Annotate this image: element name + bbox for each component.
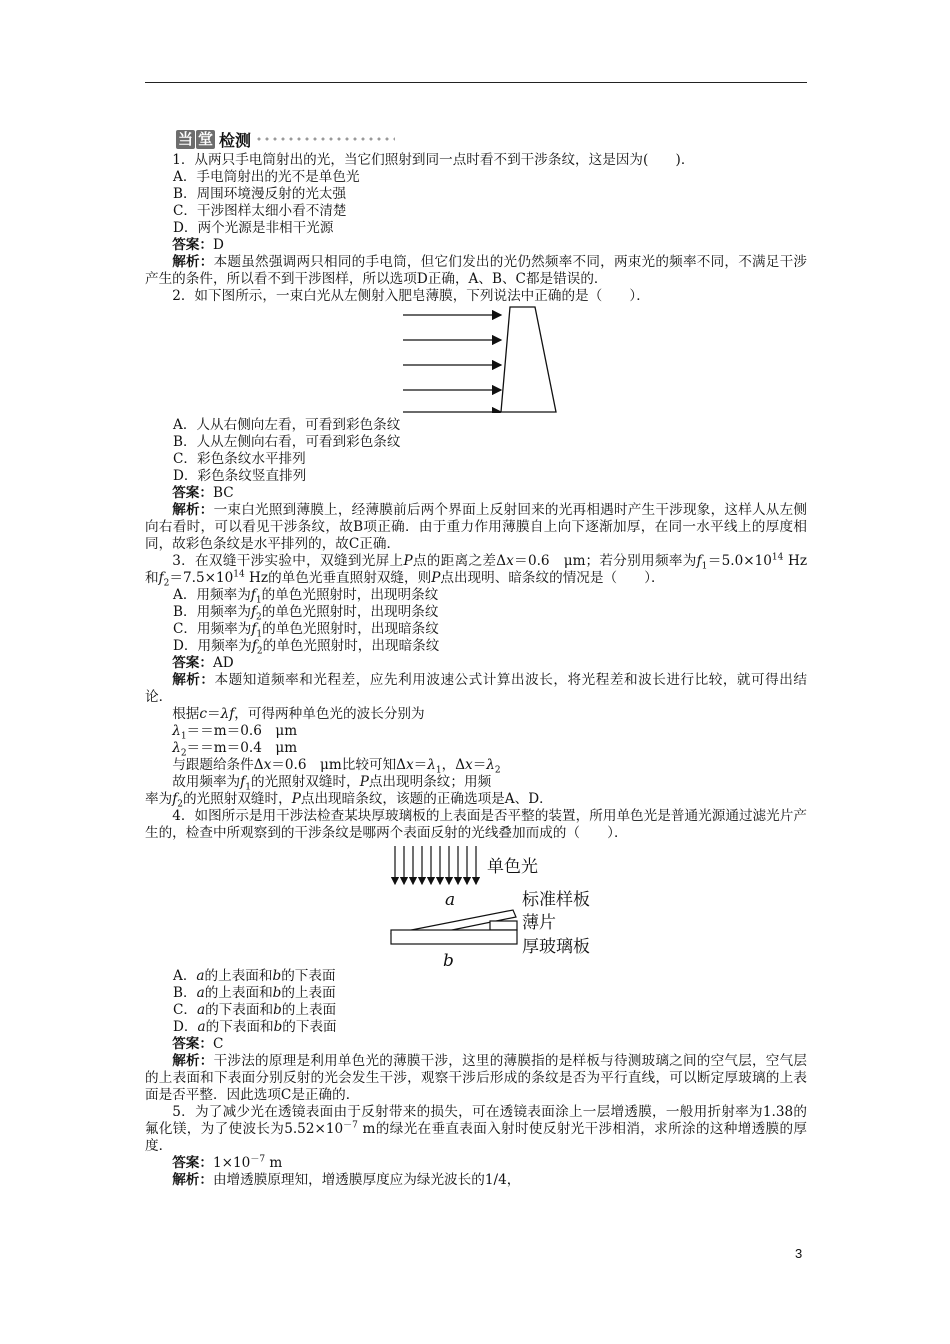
header-rule bbox=[145, 82, 807, 83]
q4-option-c: C．a的下表面和b的上表面 bbox=[173, 1002, 337, 1018]
q3-conclusion-2: 率为$f_2$的光照射双缝时，P点出现暗条纹，该题的正确选项是A、D． bbox=[145, 791, 553, 810]
q2-analysis: 解析：一束白光照到薄膜上，经薄膜前后两个界面上反射回来的光再相遇时产生干涉现象，这样人从左侧向右看时，可以看见干涉条纹，故B项正确．由于重力作用薄膜自上向下逐渐加厚，在同一水平线上的厚度相同，故彩色条纹是水平排列的，故C正确． bbox=[145, 502, 808, 552]
q1-answer: 答案：D bbox=[172, 237, 224, 253]
q3-option-a: A．用频率为$f_1$的单色光照射时，出现明条纹 bbox=[173, 587, 439, 606]
thin-sheet bbox=[490, 921, 517, 930]
q1-option-b: B．周围环境漫反射的光太强 bbox=[173, 186, 347, 202]
q3-lambda1: $\lambda_1==m=0.6$ μm bbox=[172, 723, 298, 742]
section-title: 检测 bbox=[219, 130, 252, 150]
light-rays bbox=[403, 315, 501, 413]
q3-lambda2: $\lambda_2==m=0.4$ μm bbox=[172, 740, 298, 759]
q2-stem: 2．如下图所示，一束白光从左侧射入肥皂薄膜，下列说法中正确的是（ ）． bbox=[172, 288, 650, 304]
q5-answer: 答案：$1\times 10^{-7}$ m bbox=[172, 1154, 283, 1171]
page-content bbox=[145, 152, 807, 1189]
label-standard-plate: 标准样板 bbox=[522, 890, 590, 910]
q3-conclusion-1: 故用频率为$f_1$的光照射双缝时，P点出现明条纹；用频 bbox=[172, 774, 492, 793]
light-arrows bbox=[395, 846, 476, 884]
q3-formula-line: 根据c＝λf，可得两种单色光的波长分别为 bbox=[172, 706, 425, 722]
q3-option-c: C．用频率为$f_1$的单色光照射时，出现暗条纹 bbox=[173, 621, 439, 640]
label-monochromatic-light: 单色光 bbox=[487, 857, 538, 877]
q1-option-a: A．手电筒射出的光不是单色光 bbox=[173, 169, 360, 185]
q2-option-b: B．人从左侧向右看，可看到彩色条纹 bbox=[173, 434, 401, 450]
soap-film bbox=[501, 307, 556, 412]
q3-option-b: B．用频率为$f_2$的单色光照射时，出现明条纹 bbox=[173, 604, 439, 623]
q1-option-c: C．干涉图样太细小看不清楚 bbox=[173, 203, 347, 219]
interference-check-figure bbox=[145, 842, 807, 968]
soap-film-figure bbox=[145, 305, 807, 413]
q4-stem: 4．如图所示是用干涉法检查某块厚玻璃板的上表面是否平整的装置，所用单色光是普通光源通过滤光片产生的，检查中所观察到的干涉条纹是哪两个表面反射的光线叠加而成的（ ）． bbox=[145, 808, 807, 841]
q4-option-a: A．a的上表面和b的下表面 bbox=[173, 968, 336, 984]
q3-answer: 答案：AD bbox=[172, 655, 234, 671]
thick-glass bbox=[391, 930, 517, 944]
q1-analysis: 解析：本题虽然强调两只相同的手电筒，但它们发出的光仍然频率不同，两束光的频率不同，不满足干涉产生的条件，所以看不到干涉图样，所以选项D正确，A、B、C都是错误的． bbox=[145, 254, 808, 287]
label-a: a bbox=[445, 890, 456, 910]
label-thick-glass: 厚玻璃板 bbox=[522, 937, 590, 957]
page-number: 3 bbox=[795, 1246, 803, 1261]
q3-option-d: D．用频率为$f_2$的单色光照射时，出现暗条纹 bbox=[173, 638, 440, 657]
q3-analysis: 解析：本题知道频率和光程差，应先利用波速公式计算出波长，将光程差和波长进行比较，就可得出结论． bbox=[145, 672, 808, 705]
label-b: b bbox=[443, 951, 454, 968]
q4-option-d: D．a的下表面和b的下表面 bbox=[173, 1019, 337, 1035]
label-thin-sheet: 薄片 bbox=[522, 913, 556, 933]
q2-answer: 答案：BC bbox=[172, 485, 234, 501]
q5-stem: 5．为了减少光在透镜表面由于反射带来的损失，可在透镜表面涂上一层增透膜，一般用折射率为1.38的氟化镁，为了使波长为$5.52\times 10^{-7}$ m的绿光在垂直表面入射时使反射光干涉相消，求所涂的这种增透膜的厚度． bbox=[145, 1104, 807, 1154]
q2-option-c: C．彩色条纹水平排列 bbox=[173, 451, 306, 467]
q3-stem: 3．在双缝干涉实验中，双缝到光屏上P点的距离之差Δx＝0.6 μm；若分别用频率为$f_1=5.0\times 10^{14}$ Hz和$f_2=7.5\times 10^{14}$ Hz的单色光垂直照射双缝，则P点出现明、暗条纹的情况是（ ）． bbox=[145, 552, 807, 589]
q1-option-d: D．两个光源是非相干光源 bbox=[173, 220, 334, 236]
section-dots bbox=[255, 136, 395, 142]
q4-answer: 答案：C bbox=[172, 1036, 224, 1052]
q3-compare: 与跟题给条件Δx＝0.6 μm比较可知$\Delta x=\lambda_1$，$\Delta x=\lambda_2$ bbox=[172, 757, 501, 776]
q2-option-d: D．彩色条纹竖直排列 bbox=[173, 468, 307, 484]
q2-option-a: A．人从右侧向左看，可看到彩色条纹 bbox=[173, 417, 401, 433]
q5-analysis: 解析：由增透膜原理知，增透膜厚度应为绿光波长的1/4， bbox=[172, 1172, 521, 1188]
section-header bbox=[176, 128, 395, 150]
q4-analysis: 解析：干涉法的原理是利用单色光的薄膜干涉，这里的薄膜指的是样板与待测玻璃之间的空气层，空气层的上表面和下表面分别反射的光会发生干涉，观察干涉后形成的条纹是否为平行直线，可以断定厚玻璃的上表面是否平整．因此选项C是正确的． bbox=[145, 1053, 808, 1103]
q4-option-b: B．a的上表面和b的上表面 bbox=[173, 985, 336, 1001]
section-badge-1: 当 bbox=[177, 129, 193, 148]
section-badge-2: 堂 bbox=[197, 129, 213, 148]
q1-stem: 1．从两只手电筒射出的光，当它们照射到同一点时看不到干涉条纹，这是因为( )． bbox=[172, 152, 695, 168]
